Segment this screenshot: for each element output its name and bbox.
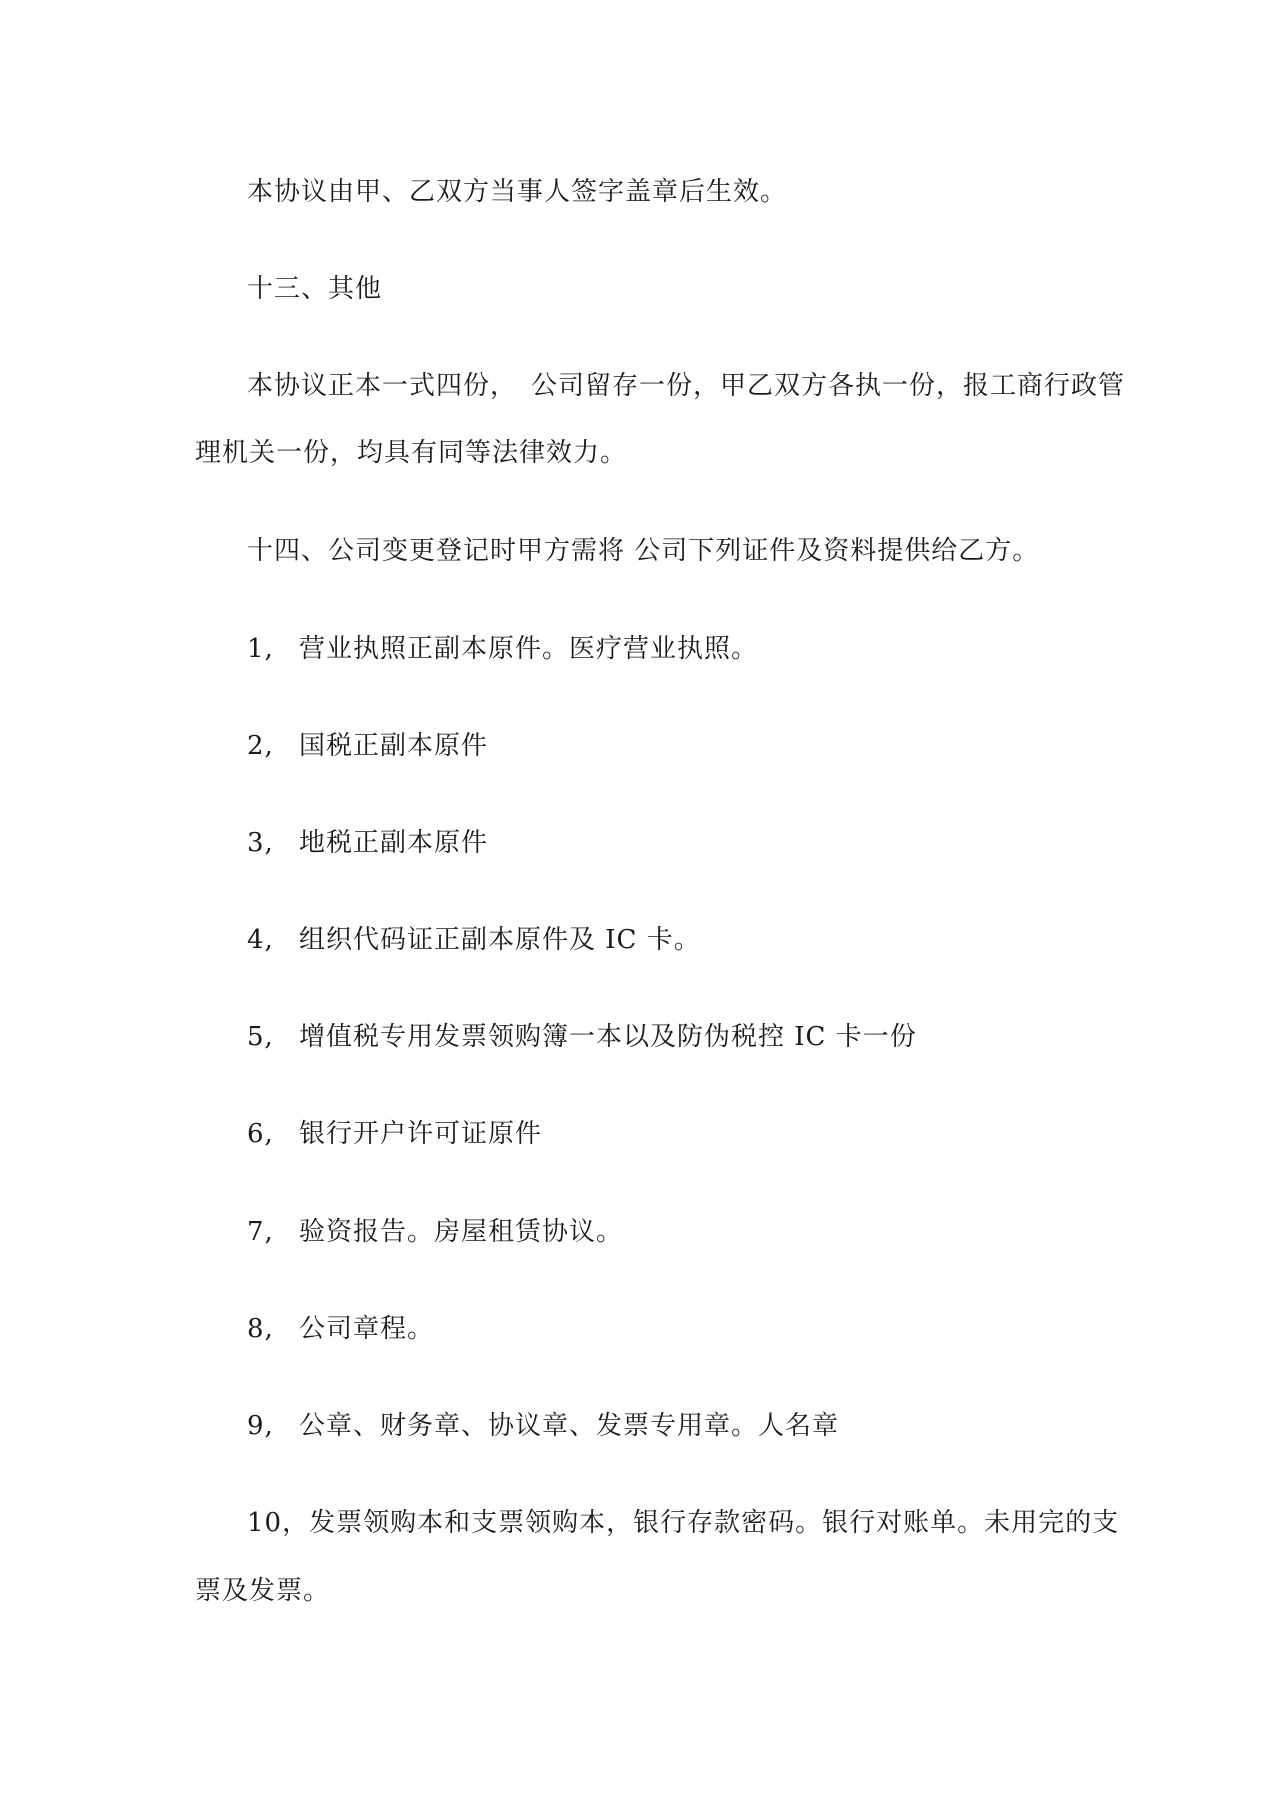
list-item <box>247 632 758 666</box>
list-item <box>247 1020 917 1054</box>
list-item-10-line-1: 10，发票领购本和支票领购本，银行存款密码。银行对账单。未用完的支 <box>247 1508 1120 1538</box>
list-item-text: 验资报告。房屋租赁协议。 <box>299 1217 624 1247</box>
effective-clause: 本协议由甲、乙双方当事人签字盖章后生效。 <box>247 177 788 207</box>
list-item-number: 3, <box>247 828 274 858</box>
list-item-text: 国税正副本原件 <box>299 731 489 761</box>
list-item-text: 地税正副本原件 <box>299 828 489 858</box>
section-13-heading: 十三、其他 <box>247 274 383 304</box>
list-item-text: 公司章程。 <box>299 1314 435 1344</box>
list-item-10-line-2: 票及发票。 <box>195 1576 331 1606</box>
section-14-heading: 十四、公司变更登记时甲方需将 公司下列证件及资料提供给乙方。 <box>247 536 1040 566</box>
list-item <box>247 1409 839 1443</box>
list-item <box>247 1312 434 1346</box>
list-item <box>247 923 701 957</box>
list-item-text: 银行开户许可证原件 <box>299 1119 543 1149</box>
list-item <box>247 1117 542 1151</box>
list-item-number: 4, <box>247 925 274 955</box>
list-item-number: 2, <box>247 731 274 761</box>
list-item-number: 9, <box>247 1411 274 1441</box>
section-13-body-line-1: 本协议正本一式四份， 公司留存一份，甲乙双方各执一份，报工商行政管 <box>247 371 1126 401</box>
list-item-number: 1, <box>247 634 274 664</box>
list-item <box>247 1215 623 1249</box>
section-13-body-line-2: 理机关一份，均具有同等法律效力。 <box>195 438 628 468</box>
list-item <box>247 826 488 860</box>
list-item-text: 组织代码证正副本原件及 IC 卡。 <box>299 925 701 955</box>
list-item-number: 6, <box>247 1119 274 1149</box>
list-item-number: 5, <box>247 1022 274 1052</box>
list-item-number: 7, <box>247 1217 274 1247</box>
list-item-number: 8, <box>247 1314 274 1344</box>
list-item-text: 增值税专用发票领购簿一本以及防伪税控 IC 卡一份 <box>299 1022 917 1052</box>
list-item <box>247 729 488 763</box>
list-item-text: 营业执照正副本原件。医疗营业执照。 <box>299 634 759 664</box>
list-item-text: 公章、财务章、协议章、发票专用章。人名章 <box>299 1411 840 1441</box>
